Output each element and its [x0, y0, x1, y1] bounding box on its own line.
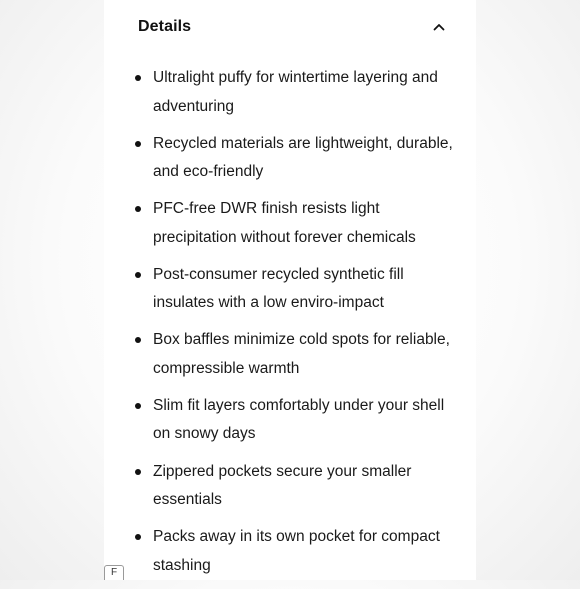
- feature-list-item: Recycled materials are lightweight, durable, and eco-friendly: [135, 130, 455, 187]
- feature-list-item: Post-consumer recycled synthetic fill insulates with a low enviro-impact: [135, 261, 455, 318]
- feature-list: [135, 64, 455, 589]
- feedback-tab-button[interactable]: F: [104, 565, 124, 580]
- feature-list-item: Box baffles minimize cold spots for reliable, compressible warmth: [135, 326, 455, 383]
- feature-list-item: Slim fit layers comfortably under your shell on snowy days: [135, 392, 455, 449]
- feature-list-item: Ultralight puffy for wintertime layering and adventuring: [135, 64, 455, 121]
- feature-list-item: Zippered pockets secure your smaller essentials: [135, 458, 455, 515]
- details-title: Details: [138, 18, 192, 35]
- chevron-up-icon[interactable]: [432, 20, 446, 34]
- product-details-panel: [104, 0, 476, 580]
- details-accordion-header[interactable]: [138, 14, 446, 40]
- feature-list-item: PFC-free DWR finish resists light precipitation without forever chemicals: [135, 195, 455, 252]
- feature-list-item: Packs away in its own pocket for compact stashing: [135, 523, 455, 580]
